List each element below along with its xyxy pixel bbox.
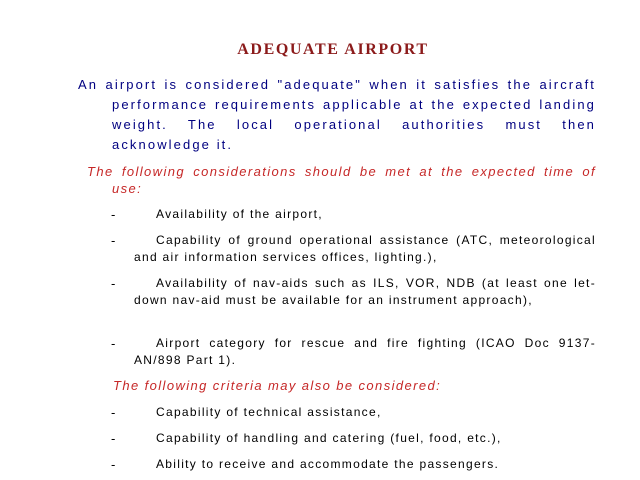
- list-bullet: -: [111, 457, 116, 472]
- list-bullet: -: [111, 233, 116, 248]
- intro-paragraph: An airport is considered "adequate" when it satisfies the aircraft performance requirements applicable at the expected landing weight. The local operational authorities must then acknowledge it.: [78, 77, 596, 152]
- list-bullet: -: [111, 207, 116, 222]
- list-item-text: Capability of handling and catering (fuel, food, etc.),: [156, 431, 502, 445]
- list-bullet: -: [111, 405, 116, 420]
- list-item-text: Capability of ground operational assistance (ATC, meteorological and air information services offices, lighting.),: [134, 233, 596, 264]
- list-item-text: Capability of technical assistance,: [156, 405, 382, 419]
- criteria-heading: The following criteria may also be considered:: [113, 378, 442, 393]
- list-bullet: -: [111, 431, 116, 446]
- list-item-text: Ability to receive and accommodate the passengers.: [156, 457, 500, 471]
- considerations-heading: The following considerations should be met at the expected time of use:: [87, 164, 596, 196]
- list-item-text: Availability of nav-aids such as ILS, VOR, NDB (at least one let-down nav-aid must be available for an instrument approach),: [134, 276, 596, 307]
- page-title: ADEQUATE AIRPORT: [237, 41, 429, 58]
- list-item-text: Availability of the airport,: [156, 207, 323, 221]
- list-item-text: Airport category for rescue and fire fighting (ICAO Doc 9137-AN/898 Part 1).: [134, 336, 596, 367]
- list-bullet: -: [111, 336, 116, 351]
- list-bullet: -: [111, 276, 116, 291]
